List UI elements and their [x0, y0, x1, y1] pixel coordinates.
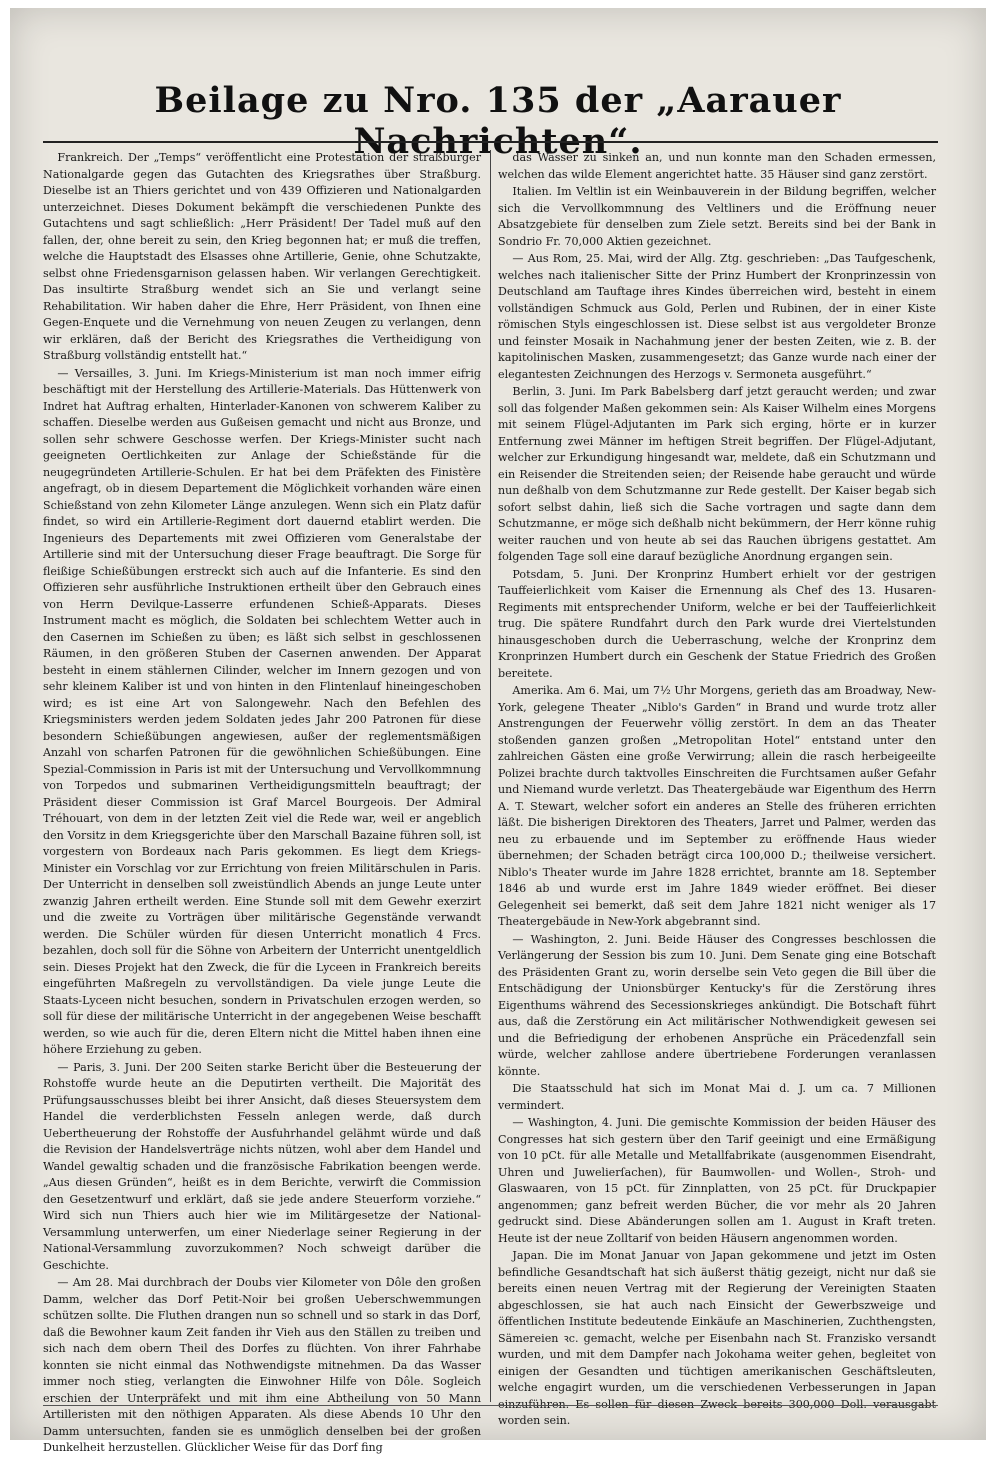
left-column — [43, 150, 481, 1454]
newspaper-page — [10, 8, 986, 1454]
article-amerika: Amerika. Am 6. Mai, um 7½ Uhr Morgens, gerieth das am Broadway, New-York, gelegene Theater „Niblo's Garden“ in Brand und wurde trotz aller Anstrengungen der Feuerwehr völlig zerstört. In dem an das Theater stoßenden ganzen großen „Metropolitan Hotel“ entstand unter den zahlreichen Gästen eine große Verwirrung; allein die rasch herbeigeeilte Polizei brachte durch taktvolles Einschreiten die Furchtsamen außer Gefahr und Niemand wurde verletzt. Das Theatergebäude war Eigenthum des Herrn A. T. Stewart, welcher sofort ein anderes an Stelle des früheren errichten läßt. Die bisherigen Direktoren des Theaters, Jarret und Palmer, werden das neu zu erbauende und im September zu eröffnende Haus wieder übernehmen; der Schaden beträgt circa 100,000 D.; theilweise versichert. Niblo's Theater wurde im Jahre 1828 errichtet, brannte am 18. September 1846 ab und wurde erst im Jahre 1849 wieder eröffnet. Bei dieser Gelegenheit sei bemerkt, daß seit dem Jahre 1821 nicht weniger als 17 Theatergebäude in New-York abgebrannt sind. — [498, 684, 936, 928]
article-washington-june-4: — Washington, 4. Juni. Die gemischte Kommission der beiden Häuser des Congresses hat sich gestern über den Tarif geeinigt und eine Ermäßigung von 10 pCt. für alle Metalle und Metallfabrikate (ausgenommen Eisendraht, Uhren und Juwelierſachen), für Baumwollen- und Wollen-, Stroh- und Glaswaaren, von 15 pCt. für Zinnplatten, von 25 pCt. für Druckpapier angenommen; ganz befreit werden Bücher, die vor mehr als 20 Jahren gedruckt sind. Diese Abänderungen sollen am 1. August in Kraft treten. Heute ist der neue Zolltarif von beiden Häusern angenommen worden. — [498, 1116, 936, 1245]
article-berlin: Berlin, 3. Juni. Im Park Babelsberg darf jetzt geraucht werden; und zwar soll das folgender Maßen gekommen sein: Als Kaiser Wilhelm eines Morgens mit seinem Flügel-Adjutanten im Park sich erging, hörte er in kurzer Entfernung zwei Männer im heftigen Streit begriffen. Der Flügel-Adjutant, welcher zur Erkundigung hingesandt war, meldete, daß ein Schutzmann und ein Reisender die Streitenden seien; der Reisende habe geraucht und würde nun deßhalb von dem Schutzmanne zur Rede gestellt. Der Kaiser begab sich sofort selbst dahin, ließ sich die Sache vortragen und sagte dann dem Schutzmanne, er möge sich deßhalb nicht bekümmern, der Herr könne ruhig weiter rauchen und von heute ab sei das Rauchen übrigens gestattet. Am folgenden Tage soll eine darauf bezügliche Anordnung ergangen sein. — [498, 385, 936, 563]
column-divider — [490, 150, 491, 1402]
article-italien: Italien. Im Veltlin ist ein Weinbauverein in der Bildung begriffen, welcher sich die Vervollkommnung des Veltliners und die Eröffnung neuer Absatzgebiete für denselben zum Ziele setzt. Bereits sind bei der Bank in Sondrio Fr. 70,000 Aktien gezeichnet. — [498, 185, 936, 248]
article-doubs-flood: — Am 28. Mai durchbrach der Doubs vier Kilometer von Dôle den großen Damm, welcher das Dorf Petit-Noir bei großen Ueberschwemmungen schützen sollte. Die Fluthen drangen nun so schnell und so stark in das Dorf, daß die Bewohner kaum Zeit fanden ihr Vieh aus den Ställen zu treiben und sich nach dem obern Theil des Dorfes zu flüchten. Von ihrer Fahrhabe konnten sie nicht einmal das Nothwendigste mitnehmen. Da das Wasser immer noch stieg, verlangten die Einwohner Hilfe von Dôle. Sogleich erschien der Unterpräfekt und mit ihm eine Abtheilung von 50 Mann Artilleristen mit den nöthigen Apparaten. Als diese Abends 10 Uhr den Damm untersuchten, fanden sie es unmöglich denselben bei der großen Dunkelheit herzustellen. Glücklicher Weise für das Dorf fing — [43, 1276, 481, 1454]
article-versailles: — Versailles, 3. Juni. Im Kriegs-Ministerium ist man noch immer eifrig beschäftigt mit der Herstellung des Artillerie-Materials. Das Hüttenwerk von Indret hat Auftrag erhalten, Hinterlader-Kanonen von schwerem Kaliber zu schaffen. Dieselbe werden aus Gußeisen gemacht und nicht aus Bronze, und sollen sehr schwere Geschosse werfen. Der Kriegs-Minister sucht nach geeigneten Oertlichkeiten zur Anlage der Schießstände für die neugegründeten Artillerie-Schulen. Er hat bei dem Präfekten des Finistère angefragt, ob in diesem Departement die Möglichkeit vorhanden wäre einen Schießstand von zehn Kilometer Länge anzulegen. Wenn sich ein Platz dafür findet, so wird ein Artillerie-Regiment dort dauernd etablirt werden. Die Ingenieurs des Departements mit zwei Offizieren vom Generalstabe der Artillerie sind mit der Untersuchung dieser Frage beauftragt. Die Sorge für fleißige Schießübungen erstreckt sich auch auf die Infanterie. Es sind den Offizieren sehr ausführliche Instruktionen ertheilt über den Gebrauch eines von Herrn Devilque-Lasserre erfundenen Schieß-Apparats. Dieses Instrument macht es möglich, die Soldaten bei schlechtem Wetter auch in den Casernen im Schießen zu üben; es läßt sich selbst in geschlossenen Räumen, in den größeren Stuben der Casernen anwenden. Der Apparat besteht in einem stählernen Cilinder, welcher im Innern gezogen und von sehr kleinem Kaliber ist und von hinten in den Flintenlauf hineingeschoben wird; es ist eine Art von Salongewehr. Nach den Befehlen des Kriegsministers werden jedem Soldaten jedes Jahr 200 Patronen für diese besondern Schießübungen angewiesen, außer der reglementsmäßigen Anzahl von scharfen Patronen für die gewöhnlichen Schießübungen. Eine Spezial-Commission in Paris ist mit der Untersuchung und Vervollkommnung von Torpedos und submarinen Vertheidigungsmitteln beauftragt; der Präsident dieser Commission ist Graf Marcel Bourgeois. Der Admiral Tréhouart, von dem in der letzten Zeit viel die Rede war, weil er angeblich den Vorsitz in dem Kriegsgerichte über den Marschall Bazaine führen soll, ist vorgestern von Bordeaux nach Paris gekommen. Es liegt dem Kriegs-Minister ein Vorschlag vor zur Errichtung von freien Militärschulen in Paris. Der Unterricht in denselben soll zweistündlich Abends an junge Leute unter zwanzig Jahren ertheilt werden. Eine Stunde soll mit dem Gewehr exerzirt und die zweite zu Vorträgen über militärische Gegenstände verwandt werden. Die Schüler würden für diesen Unterricht monatlich 4 Frcs. bezahlen, doch soll für die Söhne von Arbeitern der Unterricht unentgeldlich sein. Dieses Projekt hat den Zweck, die für die Lyceen in Frankreich bereits eingeführten Maßregeln zu vervollständigen. Da viele junge Leute die Staats-Lyceen nicht besuchen, sondern in Privatschulen erzogen werden, so soll für diese der militärische Unterricht in der angegebenen Weise beschafft werden, so wie auch für die, deren Eltern nicht die Mittel haben ihnen eine höhere Erziehung zu geben. — [43, 366, 481, 1056]
masthead-title: Beilage zu Nro. 135 der „Aarauer Nachrichten“. — [154, 80, 842, 162]
header-rule — [43, 141, 938, 143]
article-frankreich: Frankreich. Der „Temps“ veröffentlicht eine Protestation der straßburger Nationalgarde gegen das Gutachten des Kriegsrathes über Straßburg. Dieselbe ist an Thiers gerichtet und von 439 Offizieren und Nationalgarden unterzeichnet. Dieses Dokument bekämpft die verschiedenen Punkte des Gutachtens und sagt schließlich: „Herr Präsident! Der Tadel muß auf den fallen, der, ohne bereit zu sein, den Krieg begonnen hat; er muß die treffen, welche die Hauptstadt des Elsasses ohne Artillerie, Genie, ohne Schutzakte, selbst ohne Friedensgarnison gelassen haben. Wir verlangen Gerechtigkeit. Das insultirte Straßburg wendet sich an Sie und verlangt seine Rehabilitation. Wir haben daher die Ehre, Herr Präsident, von Ihnen eine Gegen-Enquete und die Vernehmung von neuen Zeugen zu verlangen, denn wir erklären, daß der Bericht des Kriegsrathes die Vertheidigung von Straßburg vollständig entstellt hat.“ — [43, 151, 481, 362]
article-staatsschuld: Die Staatsschuld hat sich im Monat Mai d. J. um ca. 7 Millionen vermindert. — [498, 1082, 936, 1112]
article-flood-continued: das Wasser zu sinken an, und nun konnte man den Schaden ermessen, welchen das wilde Element angerichtet hatte. 35 Häuser sind ganz zerstört. — [498, 151, 936, 181]
article-washington-june-2: — Washington, 2. Juni. Beide Häuser des Congresses beschlossen die Verlängerung der Session bis zum 10. Juni. Dem Senate ging eine Botschaft des Präsidenten Grant zu, worin derselbe sein Veto gegen die Bill über die Entschädigung der Unionsbürger Kentucky's für die Zerstörung ihres Eigenthums während des Secessionskrieges ankündigt. Die Botschaft führt aus, daß die Zerstörung ein Act militärischer Nothwendigkeit gewesen sei und die Befriedigung der erhobenen Ansprüche ein Präcedenzfall sein würde, welcher zahllose andere übertriebene Forderungen veranlassen könnte. — [498, 932, 936, 1078]
article-potsdam: Potsdam, 5. Juni. Der Kronprinz Humbert erhielt vor der gestrigen Tauffeierlichkeit vom Kaiser die Ernennung als Chef des 13. Husaren-Regiments mit entsprechender Uniform, welche er bei der Tauffeierlichkeit trug. Die spätere Rundfahrt durch den Park wurde drei Viertelstunden hinausgeschoben durch die Ueberraschung, welche der Kronprinz dem Kronprinzen Humbert durch ein Geschenk der Statue Friedrich des Großen bereitete. — [498, 567, 936, 680]
article-japan: Japan. Die im Monat Januar von Japan gekommene und jetzt im Osten befindliche Gesandtschaft hat sich äußerst thätig gezeigt, nicht nur daß sie bereits einen neuen Vertrag mit der Regierung der Vereinigten Staaten abgeschlossen, sie hat auch nach Einsicht der Gewerbszweige und öffentlichen Institute bedeutende Einkäufe an Maschinerien, Zuchthengsten, Sämereien ꝛc. gemacht, welche per Eisenbahn nach St. Franzisko versandt wurden, und mit dem Dampfer nach Jokohama weiter gehen, begleitet von einigen der Gesandten und tüchtigen amerikanischen Geschäftsleuten, welche engagirt wurden, um die verschiedenen Verbesserungen in Japan einzuführen. Es sollen für diesen Zweck bereits 300,000 Doll. verausgabt worden sein. — [498, 1249, 936, 1427]
footer-rule — [43, 1405, 938, 1406]
article-rom: — Aus Rom, 25. Mai, wird der Allg. Ztg. geschrieben: „Das Taufgeschenk, welches nach italienischer Sitte der Prinz Humbert der Kronprinzessin von Deutschland am Tauftage ihres Kindes überreichen wird, besteht in einem vollständigen Schmuck aus Gold, Perlen und Rubinen, der in einer Kiste römischen Styls eingeschlossen ist. Diese selbst ist aus vergoldeter Bronze und feinster Mosaik in Nachahmung jener der besten Zeiten, wie z. B. der kapitolinischen Masken, zusammengesetzt; das Ganze wurde nach einer der elegantesten Zeichnungen des Herzogs v. Sermoneta ausgeführt.“ — [498, 252, 936, 381]
article-paris: — Paris, 3. Juni. Der 200 Seiten starke Bericht über die Besteuerung der Rohstoffe wurde heute an die Deputirten vertheilt. Die Majorität des Prüfungsausschusses bleibt bei ihrer Ansicht, daß dieses Steuersystem dem Handel die verderblichsten Fesseln anlegen werde, daß durch Uebertheuerung der Rohstoffe der Ausfuhrhandel gelähmt würde und daß die Revision der Handelsverträge nichts nützen, wohl aber dem Handel und Wandel gewaltig schaden und die französische Fabrikation beengen werde. „Aus diesen Gründen“, heißt es in dem Berichte, verwirft die Commission den Gesetzentwurf und erklärt, daß sie jede andere Steuerform vorziehe.“ Wird sich nun Thiers auch hier wie im Militärgesetze der National-Versammlung unterwerfen, um einer Niederlage seiner Regierung in der National-Versammlung zuvorzukommen? Noch schweigt darüber die Geschichte. — [43, 1060, 481, 1272]
right-column — [498, 150, 936, 1427]
